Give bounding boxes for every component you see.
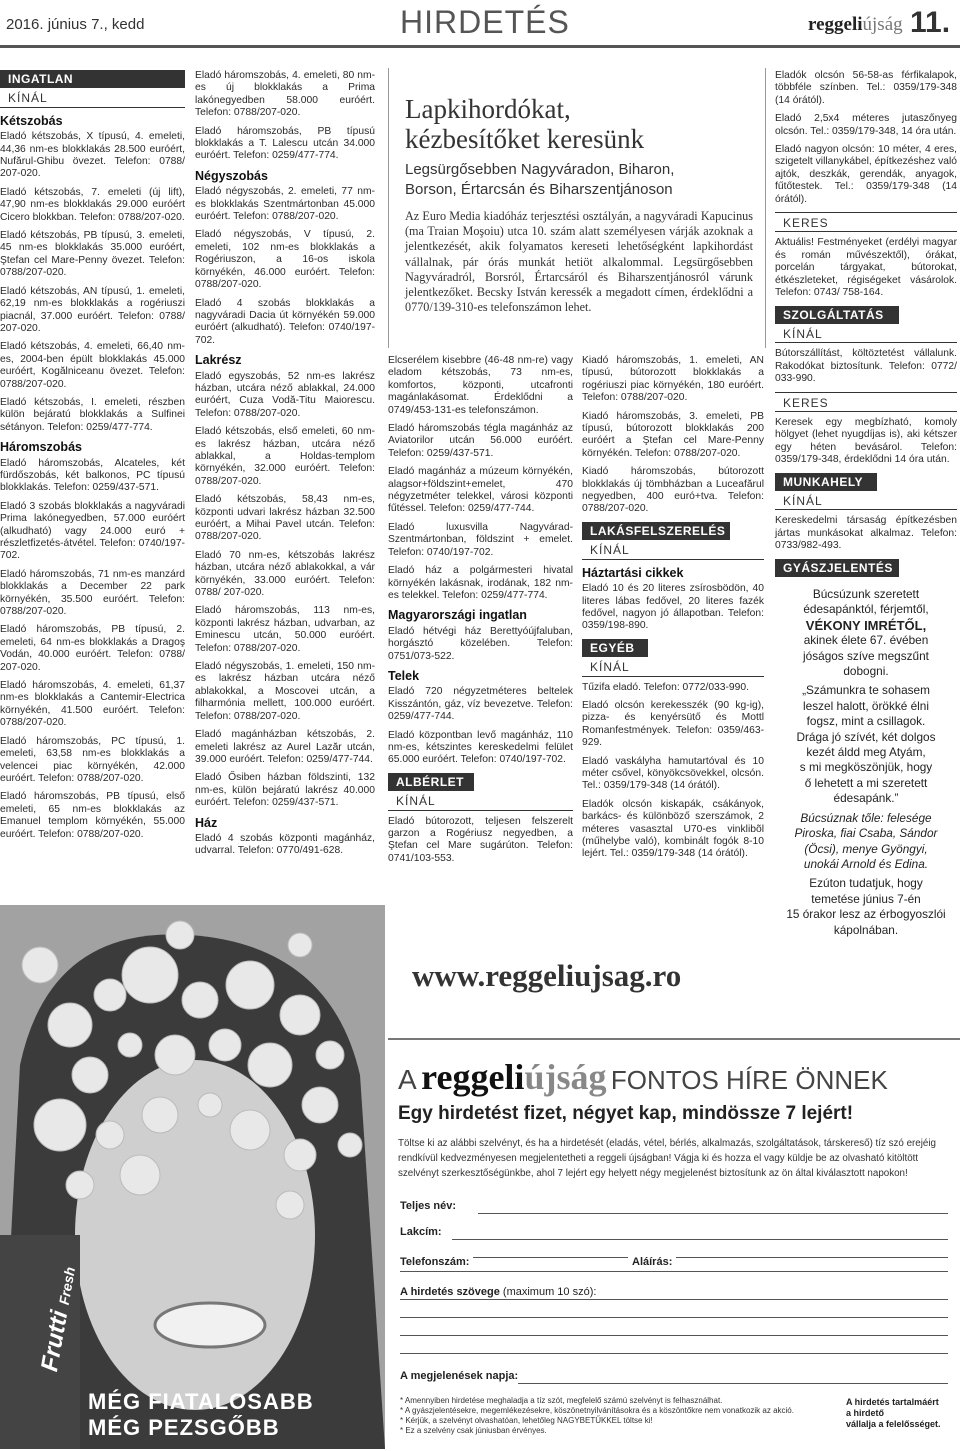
coupon-note: * Amennyiben hirdetése meghaladja a tíz szót, megfelelő számú szelvényt is felhasználhat.: [400, 1396, 723, 1405]
ad-item: Eladó négyszobás, 1. emeleti, 150 nm-es lakrész házban utcára néző ablakokkal, a Moscovei utcán, a filharmónia mellett, 100.000 euróért. Telefon: 0788/207-020.: [195, 661, 375, 722]
obit-family: Búcsúznak tőle: felesége: [800, 810, 932, 825]
ad-item: Eladó magánházban kétszobás, 2. emeleti lakrész az Aurel Lazăr utcán, 39.000 euróért. Telefon: 0259/477-744.: [195, 729, 375, 765]
ad-item: Eladó 4 szobás központi magánház, udvarral. Telefon: 0770/491-628.: [195, 832, 375, 857]
face-shape: [75, 1060, 315, 1410]
ad-item: Eladó háromszobás, PC típusú, 1. emeleti, 63,58 nm-es blokklakás a velencei piac környékén, 42.000 euróért. Telefon: 0788/207-020.: [0, 735, 185, 784]
ad-item: Eladó kétszobás, 58,43 nm-es, központi udvari lakrész házban 32.500 euróért, a Mihai Pavel utcán. Telefon: 0788/207-020.: [195, 494, 375, 543]
obit-line: dobogni.: [843, 664, 889, 679]
obit-line: édesapánktól, férjemtől,: [803, 602, 929, 617]
bubble-shape: [284, 1139, 316, 1171]
disclaimer-line: a hirdető: [846, 1408, 885, 1418]
section-szolgaltatas: SZOLGÁLTATÁS: [775, 306, 899, 324]
obit-quote: fogsz, mint a csillagok.: [806, 714, 926, 729]
header-date: 2016. június 7., kedd: [6, 16, 145, 33]
ad-item: Eladó 2,5x4 méteres jutaszőnyeg olcsón. Tel.: 0359/179-348, 14 óra után.: [775, 113, 957, 137]
bubble-shape: [142, 1097, 178, 1133]
section-sub-kinal: KÍNÁL: [0, 88, 185, 107]
field-label-address: Lakcím:: [400, 1226, 442, 1238]
heading-haztartasi: Háztartási cikkek: [582, 565, 684, 580]
ad-text-line-1[interactable]: [400, 1298, 948, 1300]
coupon-title-ujsag: újság: [524, 1057, 607, 1097]
bubble-shape: [22, 947, 58, 983]
bubble-shape: [226, 961, 274, 1009]
ad-item: Eladó négyszobás, 2. emeleti, 77 nm-es blokklakás Szentmártonban 45.000 euróért. Telefon: 0788/207-020.: [195, 186, 375, 223]
section-ingatlan: INGATLAN: [0, 70, 185, 88]
bubble-shape: [316, 1041, 344, 1069]
bubble-shape: [280, 995, 320, 1035]
bubble-shape: [34, 1099, 86, 1151]
ad-item: Elcserélem kisebbre (46-48 nm-re) vagy eladom kétszobás, 73 nm-es, komfortos, központi, utcafronti magánlakásomat. Érdeklődni a 0749/453-131-es telefonszámon.: [388, 355, 573, 416]
ad-item: Eladó háromszobás, PB típusú, 2. emeleti, 64 nm-es blokklakás a Dragoş Vodán, 40.000 euróért. Telefon: 0788/ 207-020.: [0, 624, 185, 673]
bubble-shape: [276, 1191, 304, 1219]
coupon-title-a: A: [398, 1064, 417, 1095]
heading-telek: Telek: [388, 668, 420, 683]
ad-item: Eladó Ősiben házban földszinti, 132 nm-es, külön bejáratú lakrész 40.000 euróért. Telefon: 0259/437-571.: [195, 772, 375, 809]
ad-item: Eladó bútorozott, teljesen felszerelt garzon a Rogériusz negyedben, a Ştefan cel Mare sugárúton. Telefon: 0741/103-553.: [388, 815, 573, 864]
ad-item: Eladó olcsón kerekesszék (90 kg-ig), pizza- és kenyérsütő és Mottl Romanfestmények. Telefon: 0359/463-929.: [582, 699, 764, 749]
obit-burial: 15 órakor lesz az érbogyoszlói: [786, 907, 946, 922]
heading-ketszobas: Kétszobás: [0, 113, 63, 128]
name-field[interactable]: [478, 1212, 948, 1214]
obit-line: Búcsúzunk szeretett: [812, 587, 920, 601]
obit-family: unokái Arnold és Edina.: [803, 856, 929, 871]
bottle-brand-name: Frutti: [36, 1308, 74, 1374]
obit-quote: „Számunkra te sohasem: [802, 683, 930, 698]
ad-item: Eladók olcsón 56-58-as férfikalapok, többféle színben. Tel.: 0359/179-348 (14 órától).: [775, 70, 957, 106]
header-brand: [808, 14, 903, 36]
disclaimer-line: vállalja a felelősséget.: [846, 1419, 941, 1429]
brand-ujsag: újság: [862, 14, 903, 35]
obit-quote: ő lehetett a mi szeretett: [804, 775, 928, 790]
coupon: [388, 1038, 960, 1451]
ad-text-line-4[interactable]: [400, 1352, 948, 1354]
bubble-shape: [48, 1003, 92, 1047]
ad-item: Eladó háromszobás, 113 nm-es, központi lakrész házban, udvarban, az Eminescu utcán, 50.000 euróért. Telefon: 0788/207-020.: [195, 605, 375, 654]
column-2: [195, 70, 375, 864]
header-section: HIRDETÉS: [400, 4, 570, 40]
section-sub-keres: KERES: [775, 392, 957, 412]
header-rule: [0, 45, 960, 48]
address-field[interactable]: [452, 1238, 948, 1240]
section-lakasfelszereles: LAKÁSFELSZERELÉS: [582, 522, 730, 540]
ad-slogan-1: MÉG FIATALOSABB: [88, 1389, 314, 1414]
ad-item: Eladó luxusvilla Nagyvárad-Szentmártonban, földszint + emelet. Telefon: 0740/197-702.: [388, 521, 573, 558]
bubble-shape: [302, 1087, 338, 1123]
section-sub-kinal: KÍNÁL: [388, 791, 573, 810]
obit-quote: s mi megköszönjük, hogy: [799, 760, 933, 775]
bubble-shape: [72, 1057, 108, 1093]
coupon-notes: [400, 1396, 830, 1436]
obit-family: (Öcsi), menye Gyöngyi,: [804, 841, 928, 856]
coupon-note: * Ez a szelvény csak júniusban érvényes.: [400, 1426, 547, 1435]
bubble-shape: [230, 1110, 270, 1150]
coupon-title-b: FONTOS HÍRE ÖNNEK: [610, 1065, 888, 1095]
ad-item: Eladó kétszobás, 7. emeleti (új lift), 47,90 nm-es blokklakás 29.000 euróért Cicero blokkban. Telefon: 0788/207-020.: [0, 186, 185, 223]
promo-sub-1: Legsürgősebben Nagyváradon, Biharon,: [405, 161, 675, 178]
ad-item: Eladó kétszobás, AN típusú, 1. emeleti, 62,19 nm-es blokklakás a rogériuszi piacnál, 37.000 euróért. Telefon: 0788/ 207-020.: [0, 285, 185, 334]
bubble-shape: [288, 933, 312, 957]
section-munkahely: MUNKAHELY: [775, 473, 877, 491]
coupon-title-reggeli: reggeli: [421, 1057, 525, 1097]
heading-haromszobas: Háromszobás: [0, 440, 82, 455]
field-label-days: A megjelenések napja:: [400, 1370, 519, 1382]
heading-lakresz: Lakrész: [195, 353, 242, 368]
obit-line: akinek élete 67. évében: [803, 633, 929, 648]
column-4: [582, 355, 764, 867]
obit-quote: kezét áldd meg Atyám,: [806, 745, 926, 760]
mouth-shape: [155, 1303, 265, 1347]
section-sub-kinal: KÍNÁL: [582, 540, 764, 559]
ad-item: Eladó magánház a múzeum környékén, alagsor+földszint+emelet, 470 négyzetméter telekkel, városi központi fűtéssel. Telefon: 0259/477-744.: [388, 466, 573, 515]
obit-quote: leszel halott, örökké élni: [803, 698, 929, 713]
section-sub-kinal: KÍNÁL: [775, 491, 957, 510]
obit-name: VÉKONY IMRÉTŐL,: [805, 617, 927, 633]
ad-item: Tűzifa eladó. Telefon: 0772/033-990.: [582, 681, 749, 693]
field-label-phone: Telefonszám:: [400, 1256, 473, 1268]
obit-quote: Drága jó szívét, két dolgos: [796, 729, 936, 744]
ad-item: Eladó 10 és 20 literes zsírosbödön, 40 literes lábas fedővel, 20 literes fazék fedővel, nagyon jó állapotban. Telefon: 0359/198-890.: [582, 583, 764, 632]
ad-item: Eladó négyszobás, V típusú, 2. emeleti, 102 nm-es blokklakás a Rogériuszon, a 16-os iskola környékén, 46.000 euróért. Telefon: 0788/207-020.: [195, 229, 375, 291]
promo-box: [388, 68, 766, 348]
ad-item: Keresek egy megbízható, komoly hölgyet (lehet nyugdíjas is), aki kétszer egy héten bevásárol. Telefon: 0359/179-348, érdeklődni 14 óra után.: [775, 416, 957, 466]
obit-burial: kápolnában.: [833, 922, 899, 937]
ad-item: Kiadó háromszobás, bútorozott blokklakás új tömbházban a Luceafărul negyedben, 400 euró+tva. Telefon: 0788/207-020.: [582, 466, 764, 515]
page-header: [0, 0, 960, 50]
page-number: 11.: [910, 6, 951, 39]
coupon-headline: Egy hirdetést fizet, négyet kap, mindössze 7 lejért!: [398, 1103, 854, 1124]
ad-item: Eladó hétvégi ház Berettyóújfaluban, horgásztó közelében. Telefon: 0751/073-522.: [388, 625, 573, 662]
bubble-shape: [118, 1033, 142, 1057]
obit-burial: Ezúton tudatjuk, hogy: [809, 876, 923, 891]
obit-family: Piroska, fiai Csaba, Sándor: [794, 826, 938, 841]
ad-item: Eladó háromszobás, 4. emeleti, 80 nm-es új blokklakás a Prima lakónegyedben 58.000 euróért. Telefon: 0788/207-020.: [195, 70, 375, 119]
ad-item: Eladó nagyon olcsón: 10 méter, 4 eres, szigetelt villanykábel, építkezéshez való ajtók, deszkák, gerendák, anyagok, fűtőtestek. Tel.: 0359/179-348 (14 órától).: [775, 144, 958, 205]
ad-item: Kiadó háromszobás, 3. emeleti, PB típusú, bútorozott blokklakás 200 euróért a Ştefan cel Mare-Penny környékén. Telefon: 0788/207-020.: [582, 410, 764, 459]
bubble-shape: [94, 979, 126, 1011]
heading-negyszobas: Négyszobás: [195, 168, 268, 183]
section-sub-kinal: KÍNÁL: [582, 657, 764, 676]
coupon-note: * A gyászjelentésekre, megemlékezésekre, köszönetnyilvánításokra és a köszöntőkre nem vonatkozik az akció.: [400, 1406, 794, 1415]
ad-item: Eladó vaskályha hamutartóval és 10 méter csővel, könyökcsövekkel, olcsón. Tel.: 0359/179-348 (14 órától).: [582, 755, 764, 792]
ad-item: Eladó 3 szobás blokklakás a nagyváradi Prima lakónegyedben, 57.000 euróért (alkudható) vagy 24.000 euró + részletfizetés-átvétel. Telefon: 0740/197-702.: [0, 500, 185, 562]
ad-item: Eladó kétszobás, első emeleti, 60 nm-es lakrész házban, utcára néző ablakkal, a Holdas-templom környékén, 32.000 euróért. Telefon: 0788/207-020.: [195, 426, 375, 487]
ad-text-line-3[interactable]: [400, 1334, 948, 1336]
ad-item: Eladó kétszobás, 4. emeleti, 66,40 nm-es, 2004-ben épült blokklakás 45.000 euróért, Kogălniceanu övezet. Telefon: 0788/207-020.: [0, 341, 185, 390]
coupon-note: * Kérjük, a szelvényt olvashatóan, lehetőleg NAGYBETŰKKEL töltse ki!: [400, 1416, 653, 1425]
ad-item: Eladó háromszobás, Alcateles, két fürdőszobás, két balkonos, PC típusú blokklakás. Telefon: 0259/437-571.: [0, 457, 185, 494]
ad-item: Eladó 70 nm-es, kétszobás lakrész házban, utcára néző ablakokkal, a vár környékén, 33.000 euróért. Telefon: 0788/ 207-020.: [195, 549, 375, 599]
bottle-brand-sub: Fresh: [55, 1265, 79, 1307]
ad-item: Eladó háromszobás, 71 nm-es manzárd blokklakás a December 22 park környékén, 35.500 euróért. Telefon: 0788/207-020.: [0, 568, 185, 618]
bubble-shape: [66, 1171, 94, 1199]
bubble-shape: [155, 1035, 195, 1075]
bubble-shape: [248, 1043, 292, 1087]
ad-image: [0, 905, 385, 1449]
ad-item: Eladó kétszobás, I. emeleti, részben külön bejáratú blokklakás a Sulfinei sétányon. Telefon: 0259/477-774.: [0, 396, 185, 433]
days-field[interactable]: [518, 1382, 948, 1384]
ad-item: Eladó központban levő magánház, 110 nm-es, kétszintes kereskedelmi felület 65.000 euróért. Telefon: 0740/197-702.: [388, 729, 573, 766]
ad-item: Kereskedelmi társaság építkezésben jártas munkásokat alkalmaz. Telefon: 0733/982-493.: [775, 515, 957, 552]
ad-item: Aktuális! Festményeket (erdélyi magyar és román művészektől), órákat, porcelán tárgyakat, bútorokat, étkészleteket, régiségeket vásárolok. Telefon: 0743/ 758-164.: [775, 237, 957, 299]
ad-item: Eladó 4 szobás blokklakás a nagyváradi Dacia út környékén 59.000 euróért (alkudható). Telefon: 0740/197-702.: [195, 297, 375, 346]
bubble-shape: [209, 1029, 241, 1061]
section-alberlet: ALBÉRLET: [388, 773, 474, 791]
ad-item: Bútorszállítást, költöztetést vállalunk. Rakodókat biztosítunk. Telefon: 0772/ 033-990.: [775, 348, 957, 385]
ad-item: Eladó háromszobás, 4. emeleti, 61,37 nm-es blokklakás a Cantemir-Electrica környékén, 41.500 euróért. Telefon: 0788/207-020.: [0, 680, 185, 729]
field-label-text-note: (maximum 10 szó):: [502, 1286, 597, 1298]
promo-sub-2: Borson, Értarcsán és Biharszentjánoson: [405, 181, 673, 198]
obit-line: jóságos szíve megszűnt: [803, 648, 929, 663]
promo-body: Az Euro Media kiadóház terjesztési osztályán, a nagyváradi Kapucinus (ma Traian Moşoiu) utca 10. szám alatt személyesen várják azoknak a jelentkezését, akik folyamatos kereseti lehetőségként lapkihordást vállalnak, pár órás munkát hetiöt alkalommal. Legsürgősebben Nagyváradról, Borsról, Értarcsáról és Biharszentjánosról várunk jelentkezőket. Becsky István keressék a megadott címen, érdeklődni a 0770/139-310-es telefonszámon lehet.: [405, 209, 753, 315]
ad-item: Eladók olcsón kiskapák, csákányok, barkács- és különböző szerszámok, 2 méteres vasasztal U70-es vinklibõl (műhelybe való), kombinált fogók 8-10 lejért. Tel.: 0359/179-348 (14 órától).: [582, 798, 764, 860]
column-3: [388, 355, 573, 871]
field-label-name: Teljes név:: [400, 1200, 457, 1212]
column-5: [775, 70, 957, 938]
section-sub-keres: KERES: [775, 212, 957, 232]
heading-haz: Ház: [195, 815, 218, 830]
coupon-title: [398, 1056, 888, 1098]
obit-burial: temetése június 7-én: [811, 891, 921, 906]
ad-text-line-2[interactable]: [400, 1316, 948, 1318]
ad-item: Eladó háromszobás, PB típusú, első emeleti, 65 nm-es blokklakás az Emanuel templom környékén, 55.000 euróért. Telefon: 0788/207-020.: [0, 791, 185, 840]
column-1: [0, 70, 185, 847]
obituary: [775, 587, 957, 938]
bubble-shape: [96, 1121, 124, 1149]
bubble-shape: [120, 1155, 160, 1195]
bubble-shape: [198, 1093, 222, 1117]
ad-item: Eladó egyszobás, 52 nm-es lakrész házban, utcára néző ablakkal, 24.000 euróért, Cuza Vodă-Titu Maiorescu. Telefon: 0788/207-020.: [195, 370, 375, 419]
coupon-disclaimer: [846, 1397, 956, 1430]
bubble-shape: [338, 1133, 362, 1157]
promo-title-2: kézbesítőket keresünk: [405, 124, 645, 154]
disclaimer-line: A hirdetés tartalmáért: [846, 1397, 939, 1407]
obit-quote: édesapánk.”: [833, 791, 899, 806]
promo-title-1: Lapkihordókat,: [405, 94, 571, 124]
field-label-text: [400, 1286, 596, 1298]
ad-item: Kiadó háromszobás, 1. emeleti, AN típusú, bútorozott blokklakás a rogériuszi piac környékén, 180 euróért. Telefon: 0788/207-020.: [582, 355, 764, 404]
section-sub-kinal: KÍNÁL: [775, 324, 957, 343]
phone-field[interactable]: [400, 1270, 948, 1272]
bubble-shape: [166, 921, 194, 949]
bubble-shape: [182, 982, 218, 1018]
website-url[interactable]: www.reggeliujsag.ro: [412, 958, 682, 993]
section-egyeb: EGYÉB: [582, 639, 648, 657]
bubble-shape: [122, 947, 178, 1003]
heading-magyarorszagi: Magyarországi ingatlan: [388, 608, 527, 623]
ad-item: Eladó kétszobás, X típusú, 4. emeleti, 44,36 nm-es blokklakás 28.500 euróért, Nufărul-Ghibu övezet. Telefon: 0788/ 207-020.: [0, 131, 185, 180]
ad-item: Eladó 720 négyzetméteres beltelek Kisszántón, gáz, víz bevezetve. Telefon: 0259/477-744.: [388, 686, 573, 723]
field-label-text-main: A hirdetés szövege: [400, 1286, 500, 1298]
brand-reggeli: reggeli: [808, 14, 863, 35]
ad-item: Eladó háromszobás tégla magánház az Aviatorilor utcán 56.000 euróért. Telefon: 0259/437-571.: [388, 423, 573, 459]
field-label-sign: Aláírás:: [628, 1256, 676, 1268]
ad-item: Eladó kétszobás, PB típusú, 3. emeleti, 45 nm-es blokklakás 35.000 euróért, Ştefan cel Mare-Penny övezet. Telefon: 0788/207-020.: [0, 230, 185, 279]
ad-item: Eladó ház a polgármesteri hivatal környékén lakásnak, irodának, 182 nm-es telekkel. Telefon: 0259/477-774.: [388, 565, 573, 601]
ad-slogan-2: MÉG PEZSGŐBB: [88, 1415, 280, 1440]
coupon-intro: Töltse ki az alábbi szelvényt, és ha a hirdetését (eladás, vétel, bérlés, alkalmazás, szolgáltatások, társkereső) tíz szó erejéig rendkívül kedvezményesen megjelentetheti a reggeli újságban! Vágja ki és hozza el vagy küldje be az olvasható kitöltött szelvényt szerkesztőségünkbe, ahol 7 lejért egy helyett négy megjelenést biztosítunk az ön által kiválasztott napokon!: [398, 1138, 936, 1179]
ad-item: Eladó háromszobás, PB típusú blokklakás a T. Lalescu utcán 34.000 euróért. Telefon: 0259/477-774.: [195, 125, 375, 162]
section-gyaszjelentes: GYÁSZJELENTÉS: [775, 559, 899, 577]
